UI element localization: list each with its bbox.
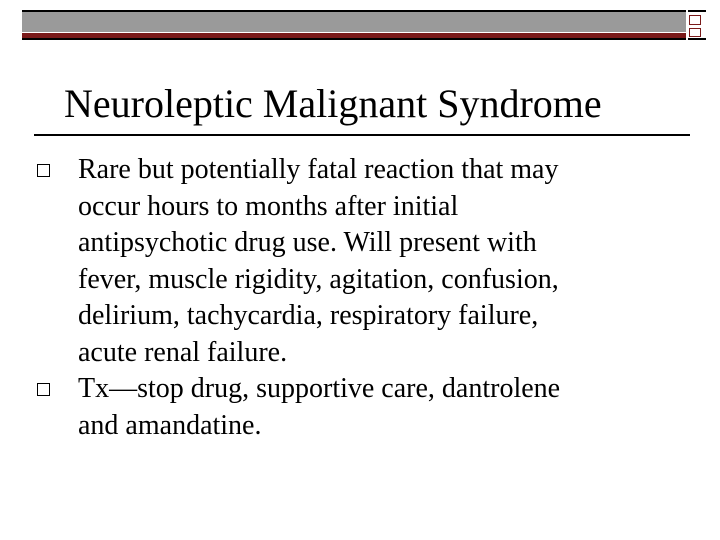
bullet-line: and amandatine. xyxy=(78,409,262,441)
bullet-line: Tx—stop drug, supportive care, dantrolene xyxy=(78,373,561,404)
small-square-icon xyxy=(689,28,701,37)
small-square-icon xyxy=(689,15,701,25)
bullet-item xyxy=(0,371,720,444)
slide-title: Neuroleptic Malignant Syndrome xyxy=(64,81,602,126)
top-decorative-bar xyxy=(22,10,686,40)
bullet-line: fever, muscle rigidity, agitation, confusion, xyxy=(78,263,559,295)
bullet-list xyxy=(0,152,720,444)
hollow-square-bullet-icon xyxy=(37,164,50,177)
bullet-item xyxy=(0,152,720,371)
top-bar-end-cap xyxy=(688,10,706,40)
bullet-line: acute renal failure. xyxy=(78,336,288,368)
bullet-line: delirium, tachycardia, respiratory failure, xyxy=(78,300,539,331)
bullet-line: antipsychotic drug use. Will present with xyxy=(78,227,537,258)
bullet-line: occur hours to months after initial xyxy=(78,190,459,222)
hollow-square-bullet-icon xyxy=(37,383,50,396)
bullet-line: Rare but potentially fatal reaction that may xyxy=(78,154,559,185)
title-divider xyxy=(34,134,690,136)
